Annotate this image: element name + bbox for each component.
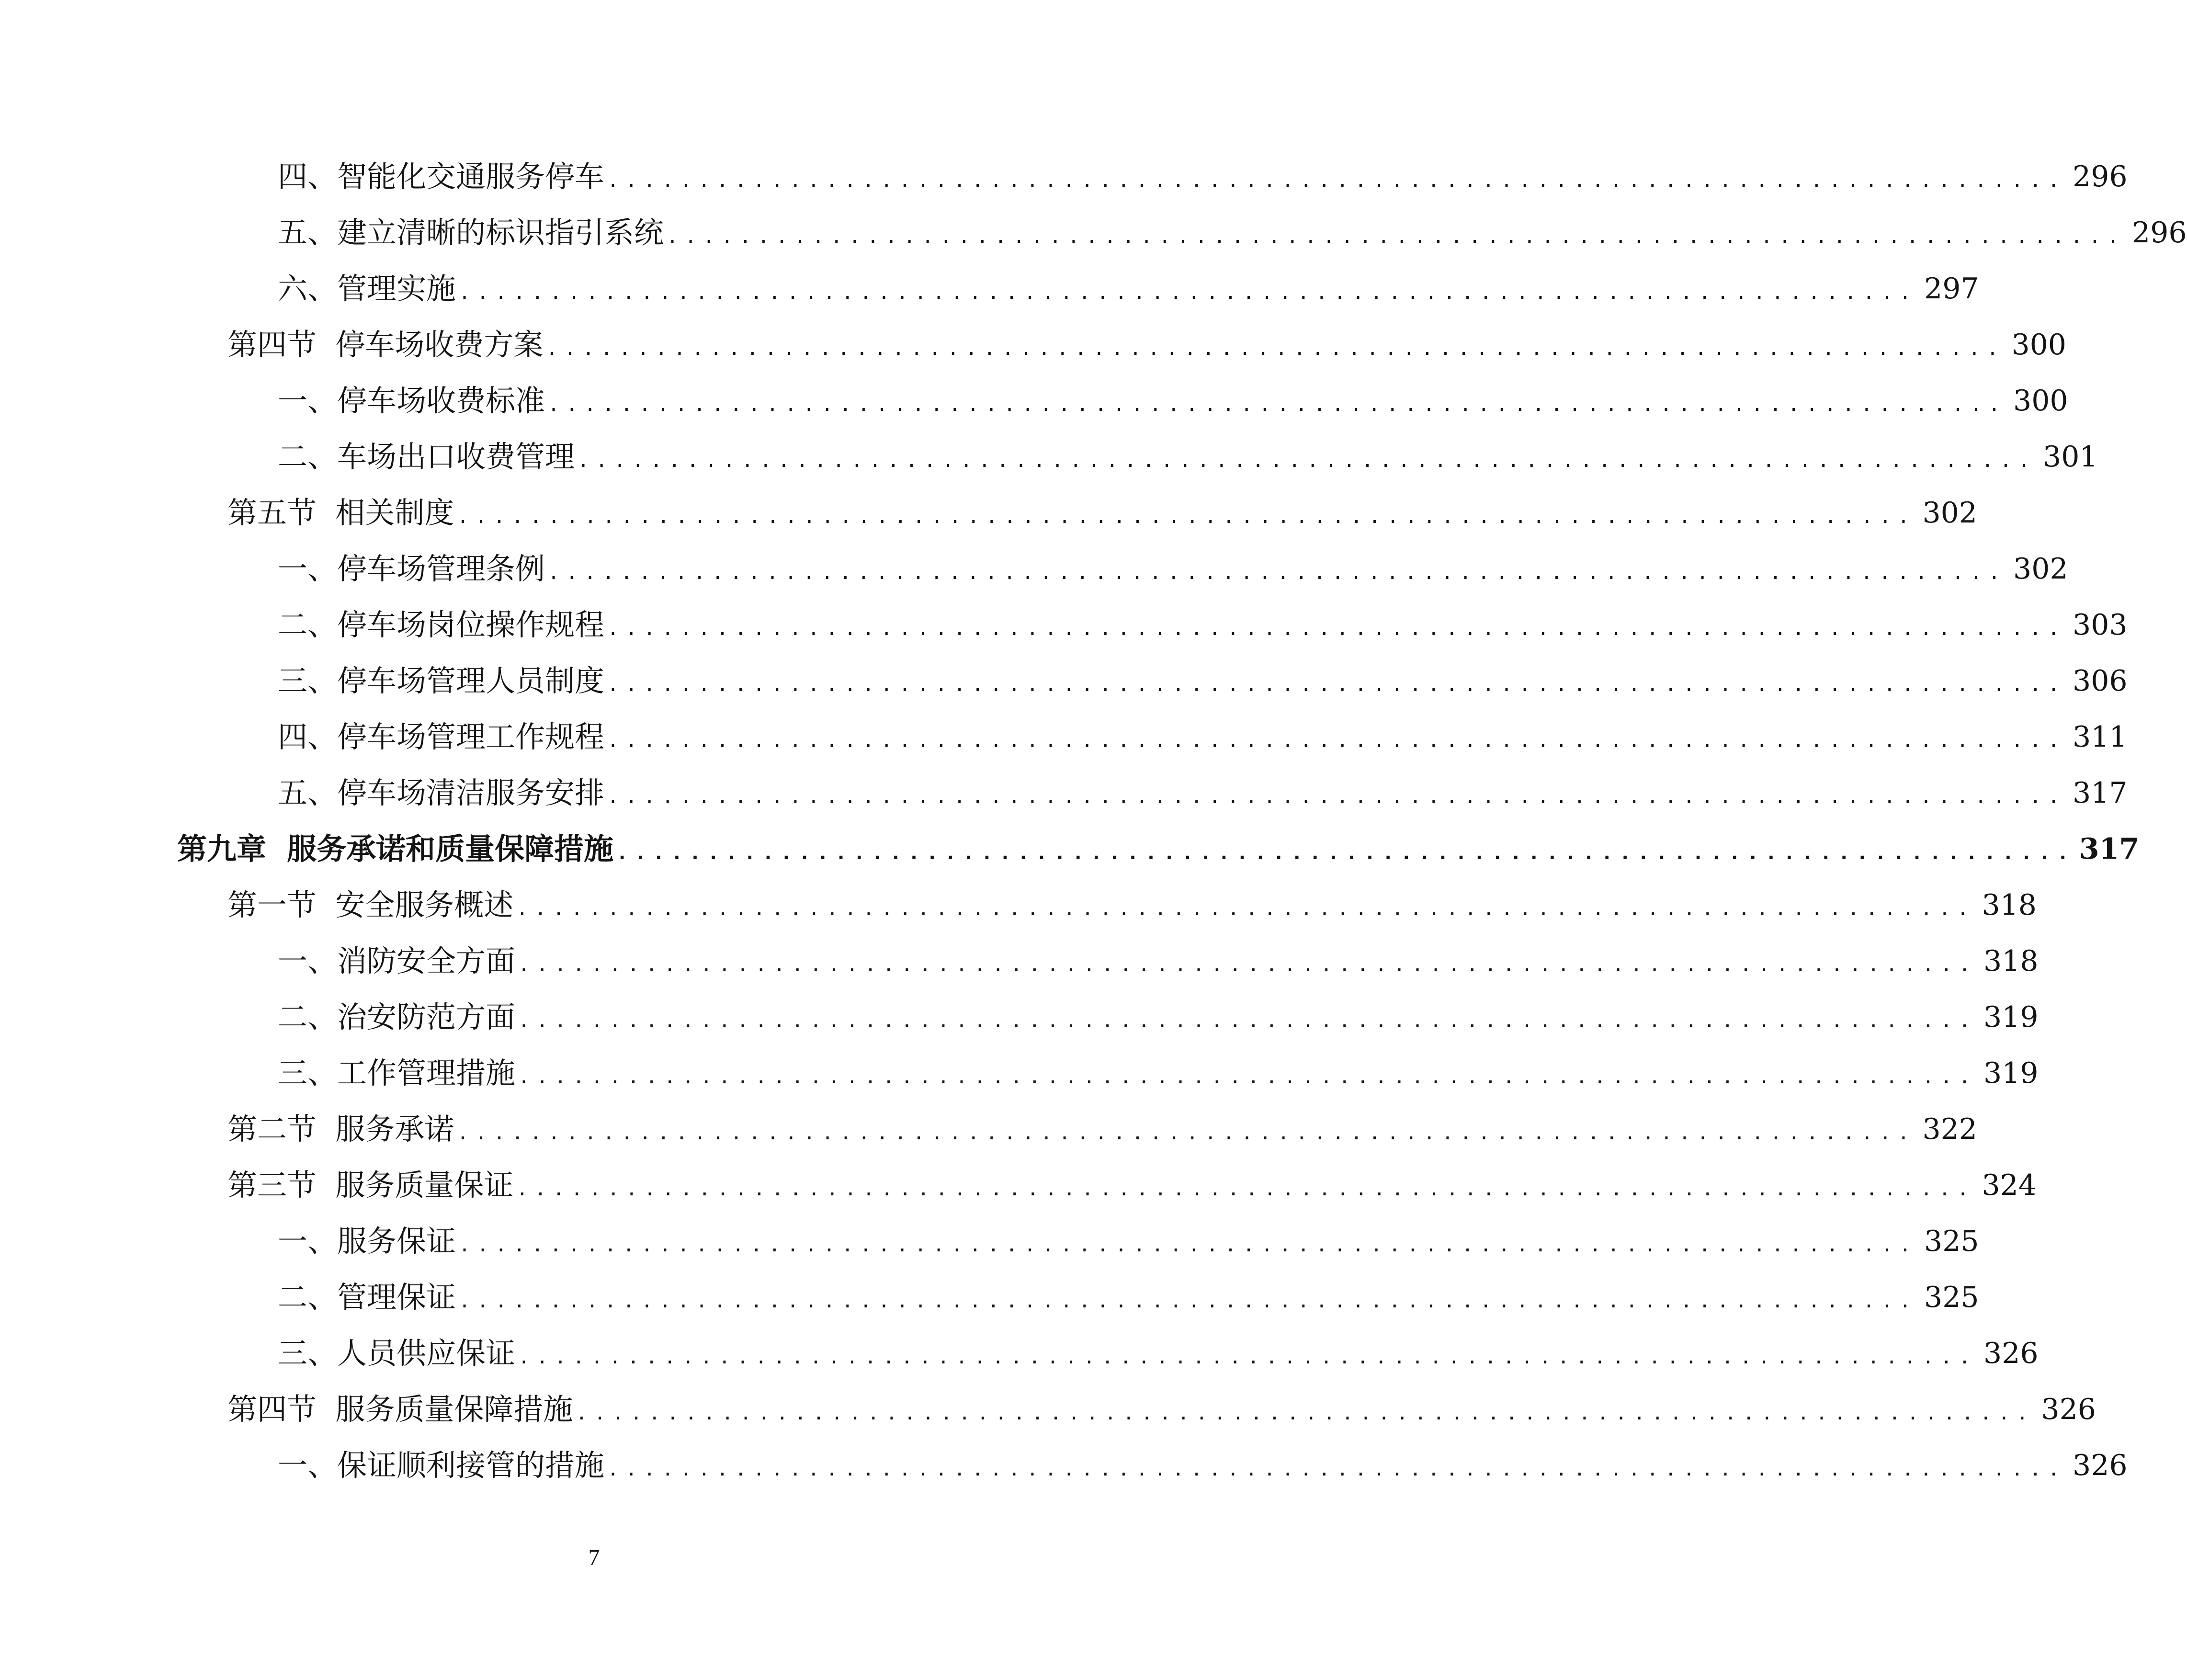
toc-entry-page: 296 <box>2132 216 2187 250</box>
toc-entry[interactable] <box>0 1325 2039 1381</box>
toc-dot-leader: ................................................................................ <box>459 1234 1918 1256</box>
toc-dot-leader: ................................................................................ <box>457 1122 1916 1144</box>
toc-dot-leader: ................................................................................ <box>607 729 2066 752</box>
toc-dot-leader: ................................................................................ <box>518 1010 1977 1032</box>
toc-entry[interactable] <box>0 989 2039 1045</box>
toc-entry-page: 325 <box>1924 1224 1979 1258</box>
toc-entry[interactable] <box>0 821 2139 877</box>
toc-entry-page: 300 <box>2013 384 2068 418</box>
toc-entry-title: 三、人员供应保证 <box>278 1335 516 1371</box>
toc-entry[interactable] <box>0 373 2068 429</box>
toc-entry[interactable] <box>0 541 2068 597</box>
toc-entry-title: 四、停车场管理工作规程 <box>278 719 605 754</box>
toc-entry[interactable] <box>0 261 1979 317</box>
toc-entry-title: 四、智能化交通服务停车 <box>278 159 605 194</box>
toc-entry-page: 306 <box>2073 664 2128 698</box>
toc-dot-leader: ................................................................................ <box>607 1458 2066 1480</box>
toc-entry-page: 318 <box>1983 944 2039 978</box>
toc-entry-title: 二、车场出口收费管理 <box>278 439 575 474</box>
toc-entry-page: 326 <box>2073 1448 2128 1482</box>
toc-entry-title: 五、停车场清洁服务安排 <box>278 775 605 810</box>
toc-entry-title: 一、停车场收费标准 <box>278 383 545 418</box>
toc-entry-title: 一、服务保证 <box>278 1223 456 1259</box>
toc-entry-title: 第一节 安全服务概述 <box>227 887 514 922</box>
toc-dot-leader: ................................................................................ <box>616 841 2075 864</box>
toc-entry-page: 297 <box>1924 272 1979 306</box>
toc-entry-title: 二、管理保证 <box>278 1279 456 1315</box>
toc-entry[interactable] <box>0 485 1977 541</box>
toc-entry-page: 300 <box>2011 328 2066 362</box>
toc-dot-leader: ................................................................................ <box>667 225 2126 248</box>
toc-entry-page: 318 <box>1982 888 2037 922</box>
toc-entry-title: 第九章 服务承诺和质量保障措施 <box>177 831 614 866</box>
toc-dot-leader: ................................................................................ <box>607 785 2066 808</box>
toc-entry-page: 317 <box>2079 832 2139 866</box>
toc-entry-page: 302 <box>2013 552 2068 586</box>
toc-entry-title: 一、保证顺利接管的措施 <box>278 1447 605 1483</box>
page-number: 7 <box>588 1545 600 1570</box>
toc-entry-title: 第五节 相关制度 <box>227 495 454 530</box>
toc-entry-page: 311 <box>2073 720 2128 754</box>
table-of-contents <box>0 148 2187 1493</box>
toc-entry[interactable] <box>0 317 2066 373</box>
toc-dot-leader: ................................................................................ <box>578 449 2037 472</box>
toc-dot-leader: ................................................................................ <box>518 1346 1977 1368</box>
toc-entry-title: 一、消防安全方面 <box>278 943 516 978</box>
toc-entry-page: 326 <box>2041 1392 2096 1426</box>
toc-dot-leader: ................................................................................ <box>607 169 2066 192</box>
toc-entry[interactable] <box>0 1157 2037 1213</box>
toc-entry[interactable] <box>0 148 2128 204</box>
toc-dot-leader: ................................................................................ <box>459 281 1918 304</box>
toc-dot-leader: ................................................................................ <box>516 897 1975 920</box>
toc-entry-page: 322 <box>1922 1112 1977 1146</box>
toc-entry-page: 324 <box>1982 1168 2037 1202</box>
toc-entry[interactable] <box>0 429 2098 485</box>
toc-dot-leader: ................................................................................ <box>548 561 2007 584</box>
toc-entry[interactable] <box>0 1213 1979 1269</box>
toc-entry-title: 六、管理实施 <box>278 271 456 306</box>
toc-entry-page: 326 <box>1983 1336 2039 1370</box>
toc-entry-title: 第四节 停车场收费方案 <box>227 327 544 362</box>
toc-entry-page: 325 <box>1924 1280 1979 1314</box>
toc-entry[interactable] <box>0 204 2187 261</box>
toc-entry-title: 三、停车场管理人员制度 <box>278 663 605 698</box>
toc-entry-title: 五、建立清晰的标识指引系统 <box>278 215 664 250</box>
toc-entry-page: 302 <box>1922 496 1977 530</box>
toc-entry-page: 303 <box>2073 608 2128 642</box>
toc-entry-page: 319 <box>1983 1000 2039 1034</box>
toc-entry[interactable] <box>0 933 2039 989</box>
toc-entry[interactable] <box>0 1381 2096 1437</box>
toc-dot-leader: ................................................................................ <box>518 954 1977 976</box>
toc-entry-title: 二、停车场岗位操作规程 <box>278 607 605 642</box>
toc-entry[interactable] <box>0 597 2128 653</box>
toc-dot-leader: ................................................................................ <box>546 337 2005 360</box>
toc-entry-title: 第二节 服务承诺 <box>227 1111 454 1146</box>
toc-entry-title: 一、停车场管理条例 <box>278 551 545 586</box>
toc-dot-leader: ................................................................................ <box>518 1066 1977 1088</box>
toc-entry[interactable] <box>0 709 2128 765</box>
toc-dot-leader: ................................................................................ <box>516 1178 1975 1200</box>
toc-entry[interactable] <box>0 1437 2128 1493</box>
toc-entry[interactable] <box>0 1101 1977 1157</box>
toc-dot-leader: ................................................................................ <box>548 393 2007 416</box>
toc-entry-page: 296 <box>2073 159 2128 193</box>
toc-dot-leader: ................................................................................ <box>607 673 2066 696</box>
toc-entry[interactable] <box>0 877 2037 933</box>
toc-entry-title: 第四节 服务质量保障措施 <box>227 1391 573 1427</box>
toc-entry-title: 第三节 服务质量保证 <box>227 1167 514 1203</box>
toc-entry[interactable] <box>0 1269 1979 1325</box>
toc-dot-leader: ................................................................................ <box>607 617 2066 640</box>
toc-entry[interactable] <box>0 653 2128 709</box>
toc-entry-title: 三、工作管理措施 <box>278 1055 516 1090</box>
toc-entry-page: 319 <box>1983 1056 2039 1090</box>
toc-entry-title: 二、治安防范方面 <box>278 999 516 1034</box>
toc-entry-page: 317 <box>2073 776 2128 810</box>
toc-entry-page: 301 <box>2043 440 2098 474</box>
toc-dot-leader: ................................................................................ <box>459 1290 1918 1312</box>
toc-entry[interactable] <box>0 765 2128 821</box>
toc-dot-leader: ................................................................................ <box>457 505 1916 528</box>
toc-dot-leader: ................................................................................ <box>576 1402 2035 1424</box>
toc-entry[interactable] <box>0 1045 2039 1101</box>
